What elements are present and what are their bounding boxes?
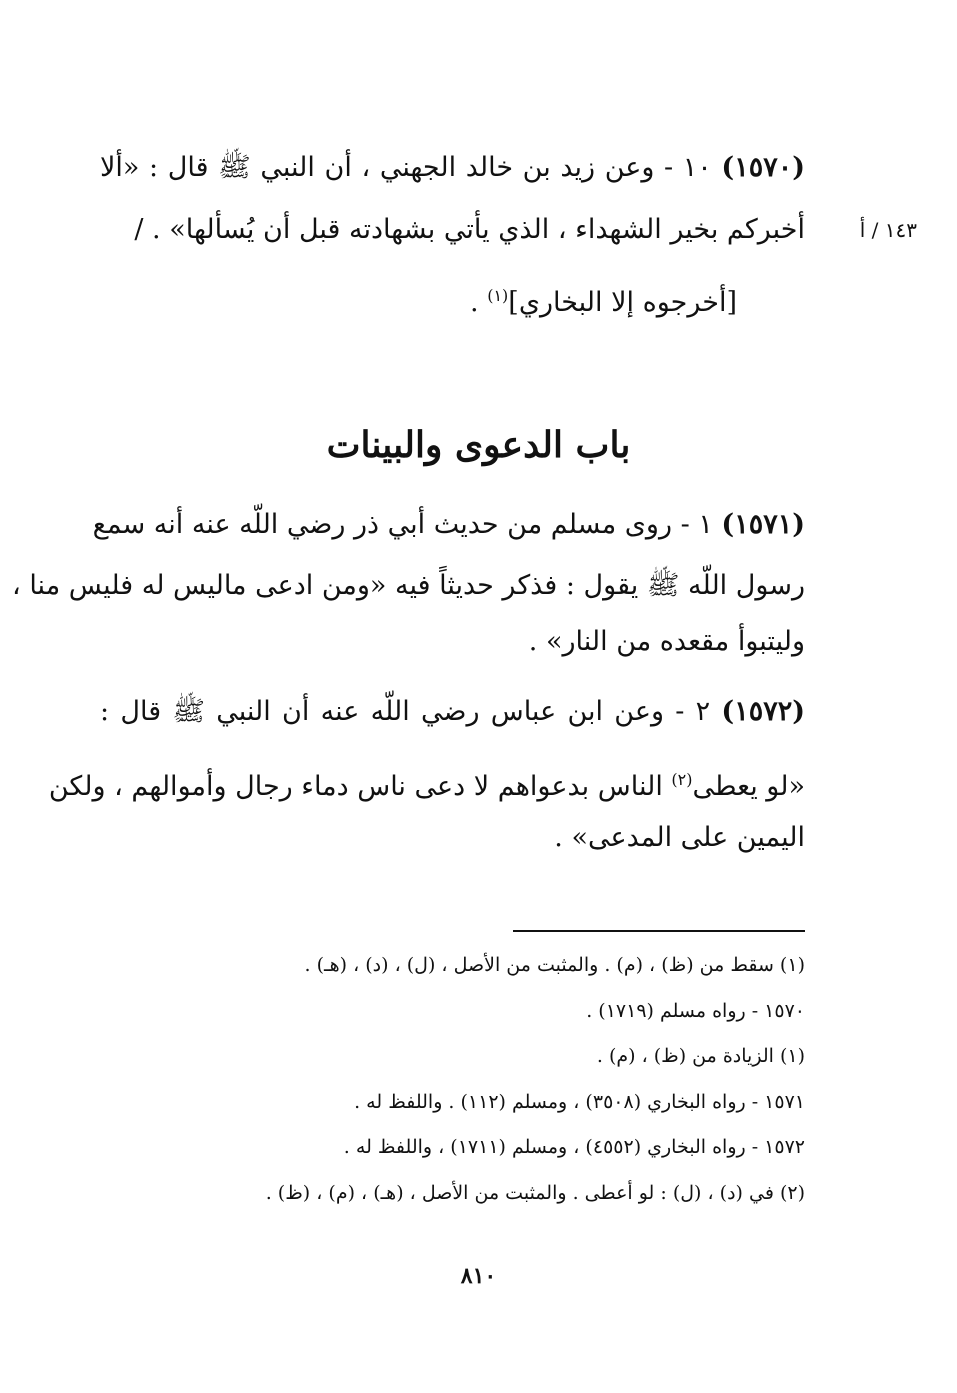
hadith-1572-line-3	[554, 818, 805, 858]
hadith-1571-number: (١٥٧١)	[721, 509, 805, 540]
hadith-1572-number: (١٥٧٢)	[721, 696, 805, 727]
hadith-1572-text-1: ٢ - وعن ابن عباس رضي اللّه عنه أن النبي ﷺ قال :	[100, 696, 711, 727]
footnote-line: (١) الزيادة من (ظ) ، (م) .	[596, 1045, 805, 1067]
hadith-1570-text-2: أخبركم بخير الشهداء ، الذي يأتي بشهادته قبل أن يُسألها» . /	[134, 214, 805, 245]
hadith-1570-line-1	[100, 148, 805, 188]
footnote-line: ١٥٧٢ - رواه البخاري (٤٥٥٢) ، ومسلم (١٧١١) ، واللفظ له .	[343, 1136, 805, 1158]
hadith-1571-text-1: ١ - روى مسلم من حديث أبي ذر رضي اللّه عنه أنه سمع	[92, 509, 713, 540]
hadith-1571-line-3	[529, 622, 805, 662]
footnote-line: ١٥٧٠ - رواه مسلم (١٧١٩) .	[586, 1000, 805, 1022]
hadith-1570-number: (١٥٧٠)	[721, 152, 805, 183]
hadith-1570-citation: [أخرجوه إلا البخاري]	[508, 287, 737, 318]
hadith-1570-line-3	[470, 276, 737, 323]
hadith-1571-text-3: وليتبوأ مقعده من النار» .	[528, 626, 805, 657]
hadith-1570-line-2	[134, 210, 805, 250]
hadith-1571-text-2: رسول اللّه ﷺ يقول : فذكر حديثاً فيه «ومن ادعى ماليس له فليس منا ،	[12, 570, 805, 601]
page-number: ٨١٠	[460, 1263, 497, 1289]
hadith-1572-text-2b: الناس بدعواهم لا دعى ناس دماء رجال وأموالهم ، ولكن	[48, 771, 672, 802]
margin-folio-note: ١٤٣ / أ	[859, 218, 917, 242]
hadith-1572-text-3: اليمين على المدعى» .	[554, 822, 805, 853]
hadith-1572-text-2a: «لو يعطى	[692, 771, 805, 802]
footnote-line: ١٥٧١ - رواه البخاري (٣٥٠٨) ، ومسلم (١١٢) . واللفظ له .	[354, 1091, 805, 1113]
footnote-line: (٢) في (د) ، (ل) : لو أعطى . والمثبت من الأصل ، (هـ) ، (م) ، (ظ) .	[265, 1182, 805, 1204]
hadith-1570-citation-end: .	[470, 287, 488, 318]
hadith-1570-text-1: ١٠ - وعن زيد بن خالد الجهني ، أن النبي ﷺ قال : «ألا	[100, 152, 712, 183]
hadith-1570-footnote-ref: (١)	[487, 286, 509, 305]
hadith-1571-line-2	[12, 566, 805, 606]
hadith-1572-line-2	[48, 760, 805, 807]
footnote-line: (١) سقط من (ظ) ، (م) . والمثبت من الأصل ، (ل) ، (د) ، (هـ) .	[304, 954, 805, 976]
hadith-1572-footnote-ref: (٢)	[671, 770, 693, 789]
hadith-1571-line-1	[92, 505, 805, 545]
footnote-separator	[513, 930, 805, 932]
hadith-1572-line-1	[100, 692, 805, 732]
chapter-title: باب الدعوى والبينات	[326, 424, 631, 466]
